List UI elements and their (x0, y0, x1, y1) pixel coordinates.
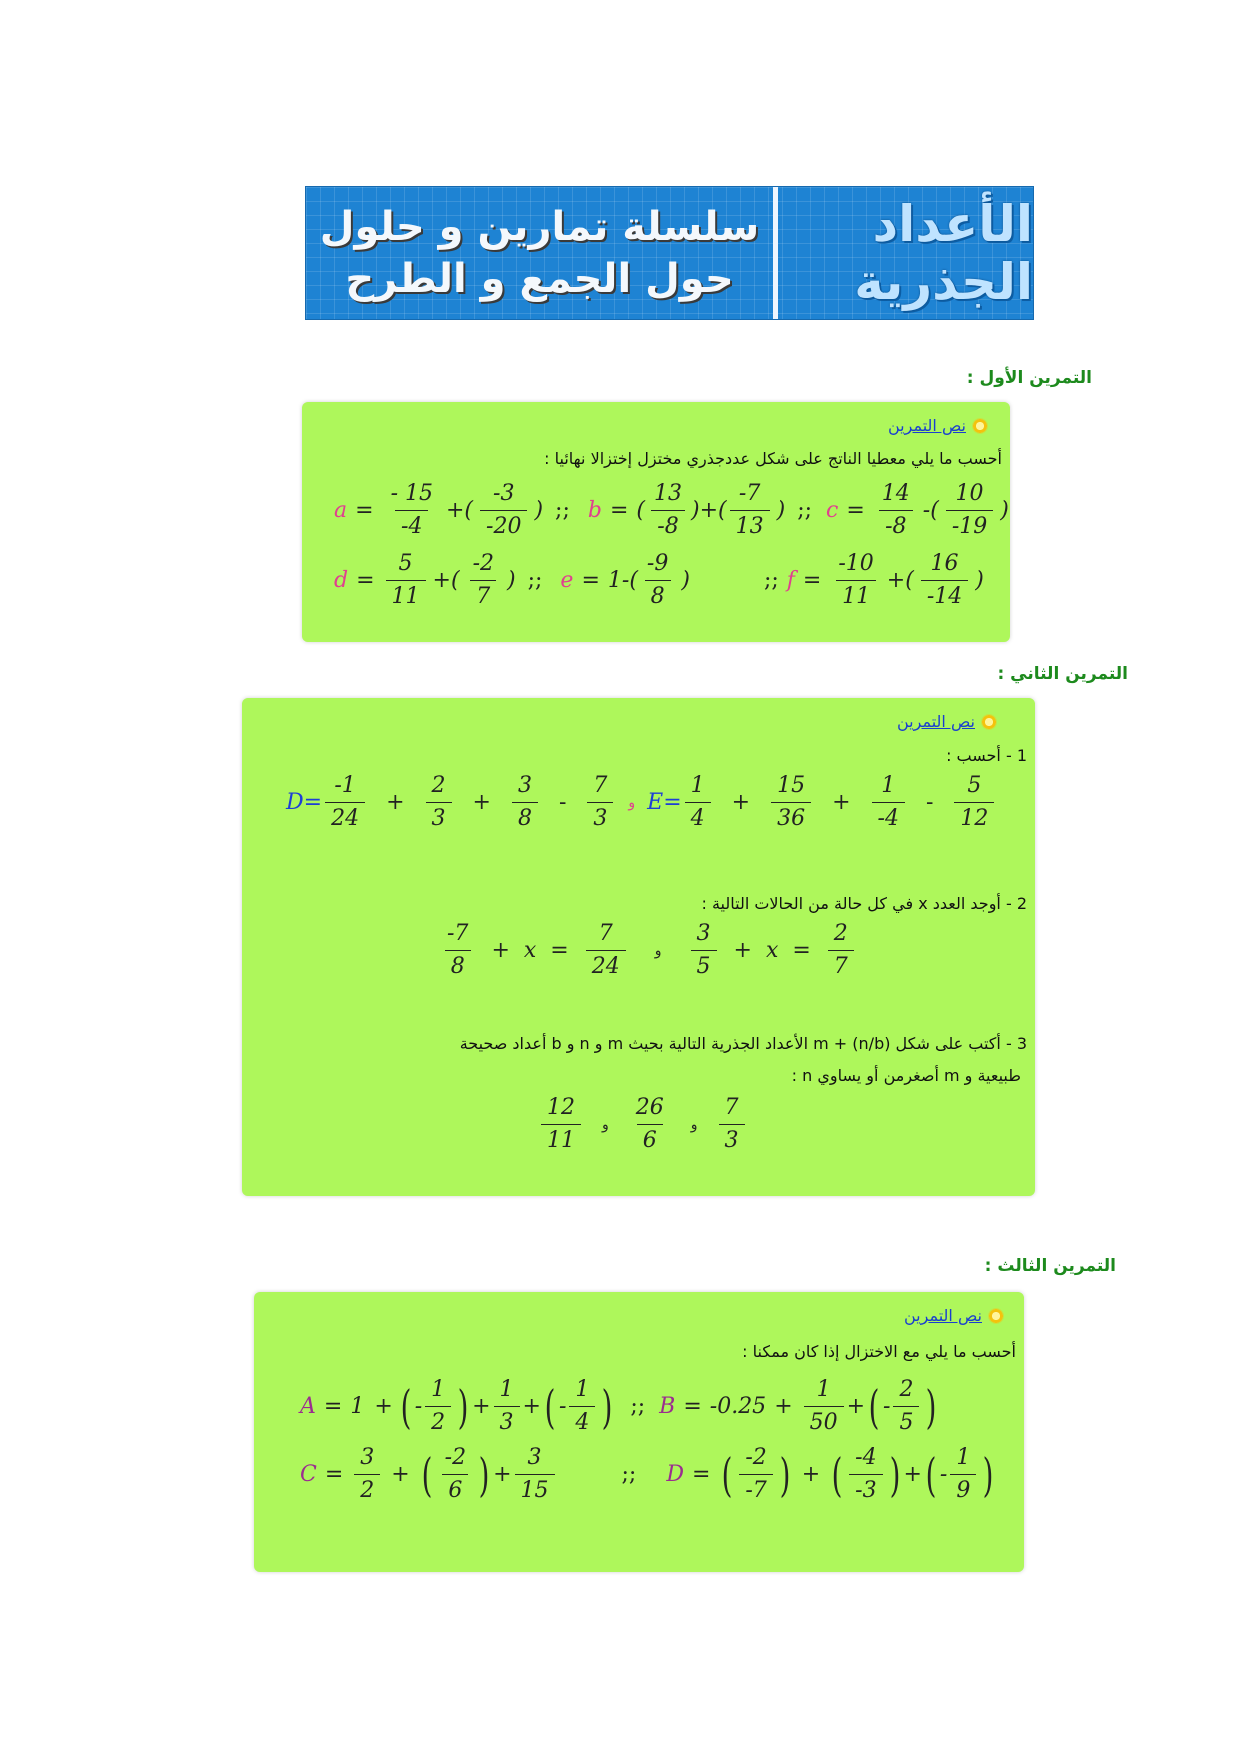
denominator: -14 (921, 580, 968, 611)
denominator: 8 (445, 950, 471, 981)
constant: 1 (350, 1394, 365, 1419)
fraction (730, 480, 770, 541)
exercise-2-title-link[interactable] (897, 712, 997, 731)
equals: = (792, 938, 811, 963)
fraction (876, 480, 916, 541)
equations-x (438, 920, 857, 981)
operator: )+( (691, 498, 727, 523)
separator: ;; (527, 568, 543, 593)
operator: 1-( (607, 568, 638, 593)
exercise-2-title-text[interactable]: نص التمرين (897, 712, 975, 731)
equals: = (846, 498, 865, 523)
fraction (893, 1376, 919, 1437)
numerator: 1 (690, 773, 705, 798)
numerator: 3 (527, 1445, 542, 1470)
separator: ;; (630, 1394, 646, 1419)
numerator: -2 (444, 1445, 467, 1470)
operator: +( (886, 568, 914, 593)
fraction (872, 772, 905, 833)
operator: + (846, 1394, 866, 1419)
minus-sign: - (414, 1394, 423, 1419)
numerator: -2 (745, 1445, 767, 1470)
close-paren: ) (776, 498, 786, 523)
numerator: 1 (956, 1445, 971, 1470)
exercise-1-title-text[interactable]: نص التمرين (888, 416, 966, 435)
exercise-1-row-2 (334, 550, 988, 611)
numerator: 1 (881, 773, 896, 798)
numerator: 10 (955, 481, 984, 506)
question-3-line-2: طبيعية و m أصغرمن أو يساوي n : (791, 1066, 1021, 1085)
fraction (494, 1376, 520, 1437)
equals: = (609, 498, 629, 523)
denominator: 36 (771, 802, 811, 833)
exercise-3-statement: أحسب ما يلي مع الاختزال إذا كان ممكنا : (742, 1342, 1016, 1361)
var-C: C (300, 1462, 317, 1487)
fraction (325, 772, 365, 833)
paren-close: ) (478, 1447, 490, 1502)
denominator: 11 (836, 580, 876, 611)
banner-title-text: الأعداد الجذرية (854, 195, 1033, 311)
denominator: 8 (512, 802, 538, 833)
equals: = (356, 568, 375, 593)
denominator: 13 (730, 510, 770, 541)
denominator: -7 (739, 1474, 772, 1505)
operator: + (493, 1462, 512, 1487)
minus-sign: - (939, 1462, 948, 1487)
denominator: -20 (480, 510, 527, 541)
operator: + (522, 1394, 541, 1419)
operator: + (374, 1394, 393, 1419)
expressions-D-E (286, 772, 997, 833)
fraction (569, 1376, 595, 1437)
equals: = (550, 938, 569, 963)
fraction (849, 1444, 882, 1505)
numerator: 3 (696, 921, 711, 946)
close-paren: ) (1000, 498, 1009, 523)
banner-main-title (773, 187, 1033, 319)
variable-x: x (523, 938, 537, 963)
denominator: 6 (442, 1474, 468, 1505)
fraction (648, 480, 688, 541)
fraction (425, 1376, 451, 1437)
operator: + (774, 1394, 793, 1419)
var-B: B (659, 1394, 676, 1419)
fraction (832, 550, 879, 611)
fraction (630, 1094, 670, 1155)
exercise-2-heading: التمرين الثاني : (997, 664, 1128, 684)
paren-close: ) (926, 1379, 937, 1434)
sun-icon (988, 1308, 1004, 1324)
denominator: -3 (849, 1474, 882, 1505)
paren-close: ) (601, 1379, 613, 1434)
paren-open: ( (400, 1379, 412, 1434)
exercise-3-box (254, 1292, 1024, 1572)
paren-close: ) (982, 1447, 994, 1502)
numerator: 2 (833, 921, 848, 946)
denominator: 6 (637, 1124, 663, 1155)
paren-open: ( (868, 1379, 880, 1434)
denominator: 4 (685, 802, 711, 833)
fraction (515, 1444, 555, 1505)
numerator: 5 (398, 551, 413, 576)
fraction (739, 1444, 772, 1505)
fraction (685, 772, 711, 833)
denominator: 11 (541, 1124, 581, 1155)
exercise-2-box (242, 698, 1035, 1196)
open-paren: ( (636, 498, 645, 523)
title-banner (305, 186, 1034, 320)
operator: +( (445, 498, 474, 523)
equals: = (683, 1394, 702, 1419)
equals: = (323, 1394, 343, 1419)
fraction (587, 772, 613, 833)
operator: - (558, 790, 567, 815)
denominator: 7 (470, 580, 496, 611)
fraction (354, 1444, 380, 1505)
numerator: 3 (360, 1445, 375, 1470)
numerator: 16 (930, 551, 959, 576)
denominator: 7 (828, 950, 854, 981)
denominator: 9 (950, 1474, 976, 1505)
fraction (950, 1444, 976, 1505)
var-b: b (587, 498, 602, 523)
numerator: -7 (447, 921, 469, 946)
fraction (512, 772, 538, 833)
denominator: 24 (325, 802, 365, 833)
fraction (946, 480, 993, 541)
denominator: 3 (426, 802, 452, 833)
paren-close: ) (457, 1379, 469, 1434)
and-word: و (690, 1116, 698, 1133)
separator: ;; (621, 1462, 637, 1487)
denominator: 2 (425, 1406, 451, 1437)
denominator: 8 (645, 580, 671, 611)
question-2: 2 - أوجد العدد x في كل حالة من الحالات التالية : (701, 894, 1027, 913)
var-e: e (560, 568, 574, 593)
denominator: -19 (946, 510, 993, 541)
label-E: E= (647, 790, 682, 815)
operator: + (832, 790, 851, 815)
paren-close: ) (889, 1447, 900, 1502)
close-paren: ) (507, 568, 516, 593)
var-D: D (666, 1462, 684, 1487)
fraction (541, 1094, 581, 1155)
close-paren: ) (975, 568, 984, 593)
numerator: 1 (431, 1377, 446, 1402)
variable-x: x (765, 938, 779, 963)
question-1: 1 - أحسب : (946, 746, 1027, 765)
numerator: -2 (472, 551, 494, 576)
denominator: 4 (569, 1406, 595, 1437)
numerator: -4 (855, 1445, 877, 1470)
fraction (426, 772, 452, 833)
close-paren: ) (534, 498, 544, 523)
paren-open: ( (831, 1447, 843, 1502)
denominator: 11 (386, 580, 426, 611)
var-a: a (334, 498, 348, 523)
expressions-A-B (300, 1376, 940, 1437)
fraction (828, 920, 854, 981)
var-f: f (786, 568, 795, 593)
operator: + (733, 938, 752, 963)
fraction (586, 920, 626, 981)
numerator: -9 (646, 551, 669, 576)
denominator: 2 (354, 1474, 380, 1505)
numerator: - 15 (390, 481, 433, 506)
operator: + (903, 1462, 922, 1487)
sun-icon (981, 714, 997, 730)
operator: + (391, 1462, 410, 1487)
and-word: و (654, 942, 662, 959)
expressions-C-D (300, 1444, 997, 1505)
fraction (441, 920, 474, 981)
fraction (954, 772, 994, 833)
fraction (439, 1444, 472, 1505)
exercise-3-title-text[interactable]: نص التمرين (904, 1306, 982, 1325)
numerator: 2 (431, 773, 446, 798)
label-D: D= (286, 790, 323, 815)
operator: + (472, 790, 491, 815)
denominator: 24 (586, 950, 626, 981)
denominator: 12 (954, 802, 994, 833)
numerator: 3 (517, 773, 532, 798)
exercise-3-heading: التمرين الثالث : (984, 1256, 1116, 1276)
exercise-1-heading: التمرين الأول : (966, 368, 1092, 388)
exercise-1-box (302, 402, 1010, 642)
numerator: -1 (334, 773, 356, 798)
numerator: 26 (635, 1095, 664, 1120)
sun-icon (972, 418, 988, 434)
separator: ;; (797, 498, 813, 523)
paren-open: ( (925, 1447, 937, 1502)
banner-subtitle (306, 187, 773, 319)
denominator: 50 (804, 1406, 844, 1437)
denominator: 3 (719, 1124, 745, 1155)
paren-close: ) (779, 1447, 791, 1502)
minus-sign: - (883, 1394, 891, 1419)
equals: = (802, 568, 822, 593)
equals: = (355, 498, 374, 523)
denominator: -8 (879, 510, 912, 541)
numerator: 7 (598, 921, 613, 946)
var-c: c (826, 498, 839, 523)
numerator: 2 (899, 1377, 914, 1402)
fraction (771, 772, 811, 833)
denominator: -4 (872, 802, 905, 833)
numerator: 13 (654, 481, 682, 506)
operator: + (472, 1394, 491, 1419)
numerator: -10 (838, 551, 874, 576)
operator: + (731, 790, 751, 815)
exercise-1-statement: أحسب ما يلي معطيا الناتج على شكل عددجذري مختزل إختزالا نهائيا : (544, 449, 1002, 468)
denominator: 15 (515, 1474, 555, 1505)
fraction (719, 1094, 745, 1155)
numerator: -3 (493, 481, 515, 506)
numerator: 1 (499, 1377, 514, 1402)
denominator: 3 (494, 1406, 520, 1437)
paren-open: ( (721, 1447, 733, 1502)
operator: + (386, 790, 405, 815)
fraction (921, 550, 968, 611)
fraction (480, 480, 527, 541)
separator: ;; (763, 568, 779, 593)
close-paren: ) (681, 568, 690, 593)
exercise-3-title-link[interactable] (904, 1306, 1004, 1325)
exercise-1-row-1 (334, 480, 1013, 541)
denominator: -8 (651, 510, 684, 541)
fraction (385, 480, 439, 541)
denominator: 5 (893, 1406, 919, 1437)
var-d: d (334, 568, 349, 593)
numerator: 12 (547, 1095, 575, 1120)
question-3-line-1: 3 - أكتب على شكل m + (n/b) الأعداد الجذرية التالية بحيث m و n و b أعداد صحيحة (459, 1034, 1027, 1053)
denominator: 3 (587, 802, 613, 833)
operator: - (925, 790, 934, 815)
fraction (804, 1376, 844, 1437)
numerator: 14 (881, 481, 910, 506)
constant: -0.25 (709, 1394, 767, 1419)
operator: + (491, 938, 510, 963)
numerator: 1 (816, 1377, 831, 1402)
and-word: و (628, 794, 636, 811)
fraction (641, 550, 674, 611)
question-3-fractions (538, 1094, 748, 1155)
var-A: A (300, 1394, 316, 1419)
equals: = (581, 568, 600, 593)
operator: + (801, 1462, 821, 1487)
numerator: 5 (967, 773, 982, 798)
equals: = (691, 1462, 711, 1487)
numerator: 15 (777, 773, 806, 798)
banner-line-1: سلسلة تمارين و حلول (319, 204, 760, 250)
fraction (691, 920, 717, 981)
banner-line-2: حول الجمع و الطرح (345, 256, 734, 302)
and-word: و (602, 1116, 609, 1133)
fraction (386, 550, 426, 611)
fraction (467, 550, 500, 611)
denominator: 5 (691, 950, 717, 981)
operator: +( (432, 568, 460, 593)
numerator: -7 (738, 481, 761, 506)
denominator: -4 (395, 510, 428, 541)
exercise-1-title-link[interactable] (888, 416, 988, 435)
operator: -( (922, 498, 939, 523)
paren-open: ( (544, 1379, 556, 1434)
equals: = (324, 1462, 344, 1487)
separator: ;; (555, 498, 570, 523)
numerator: 7 (593, 773, 608, 798)
minus-sign: - (558, 1394, 567, 1419)
paren-open: ( (421, 1447, 433, 1502)
numerator: 7 (724, 1095, 739, 1120)
numerator: 1 (575, 1377, 590, 1402)
